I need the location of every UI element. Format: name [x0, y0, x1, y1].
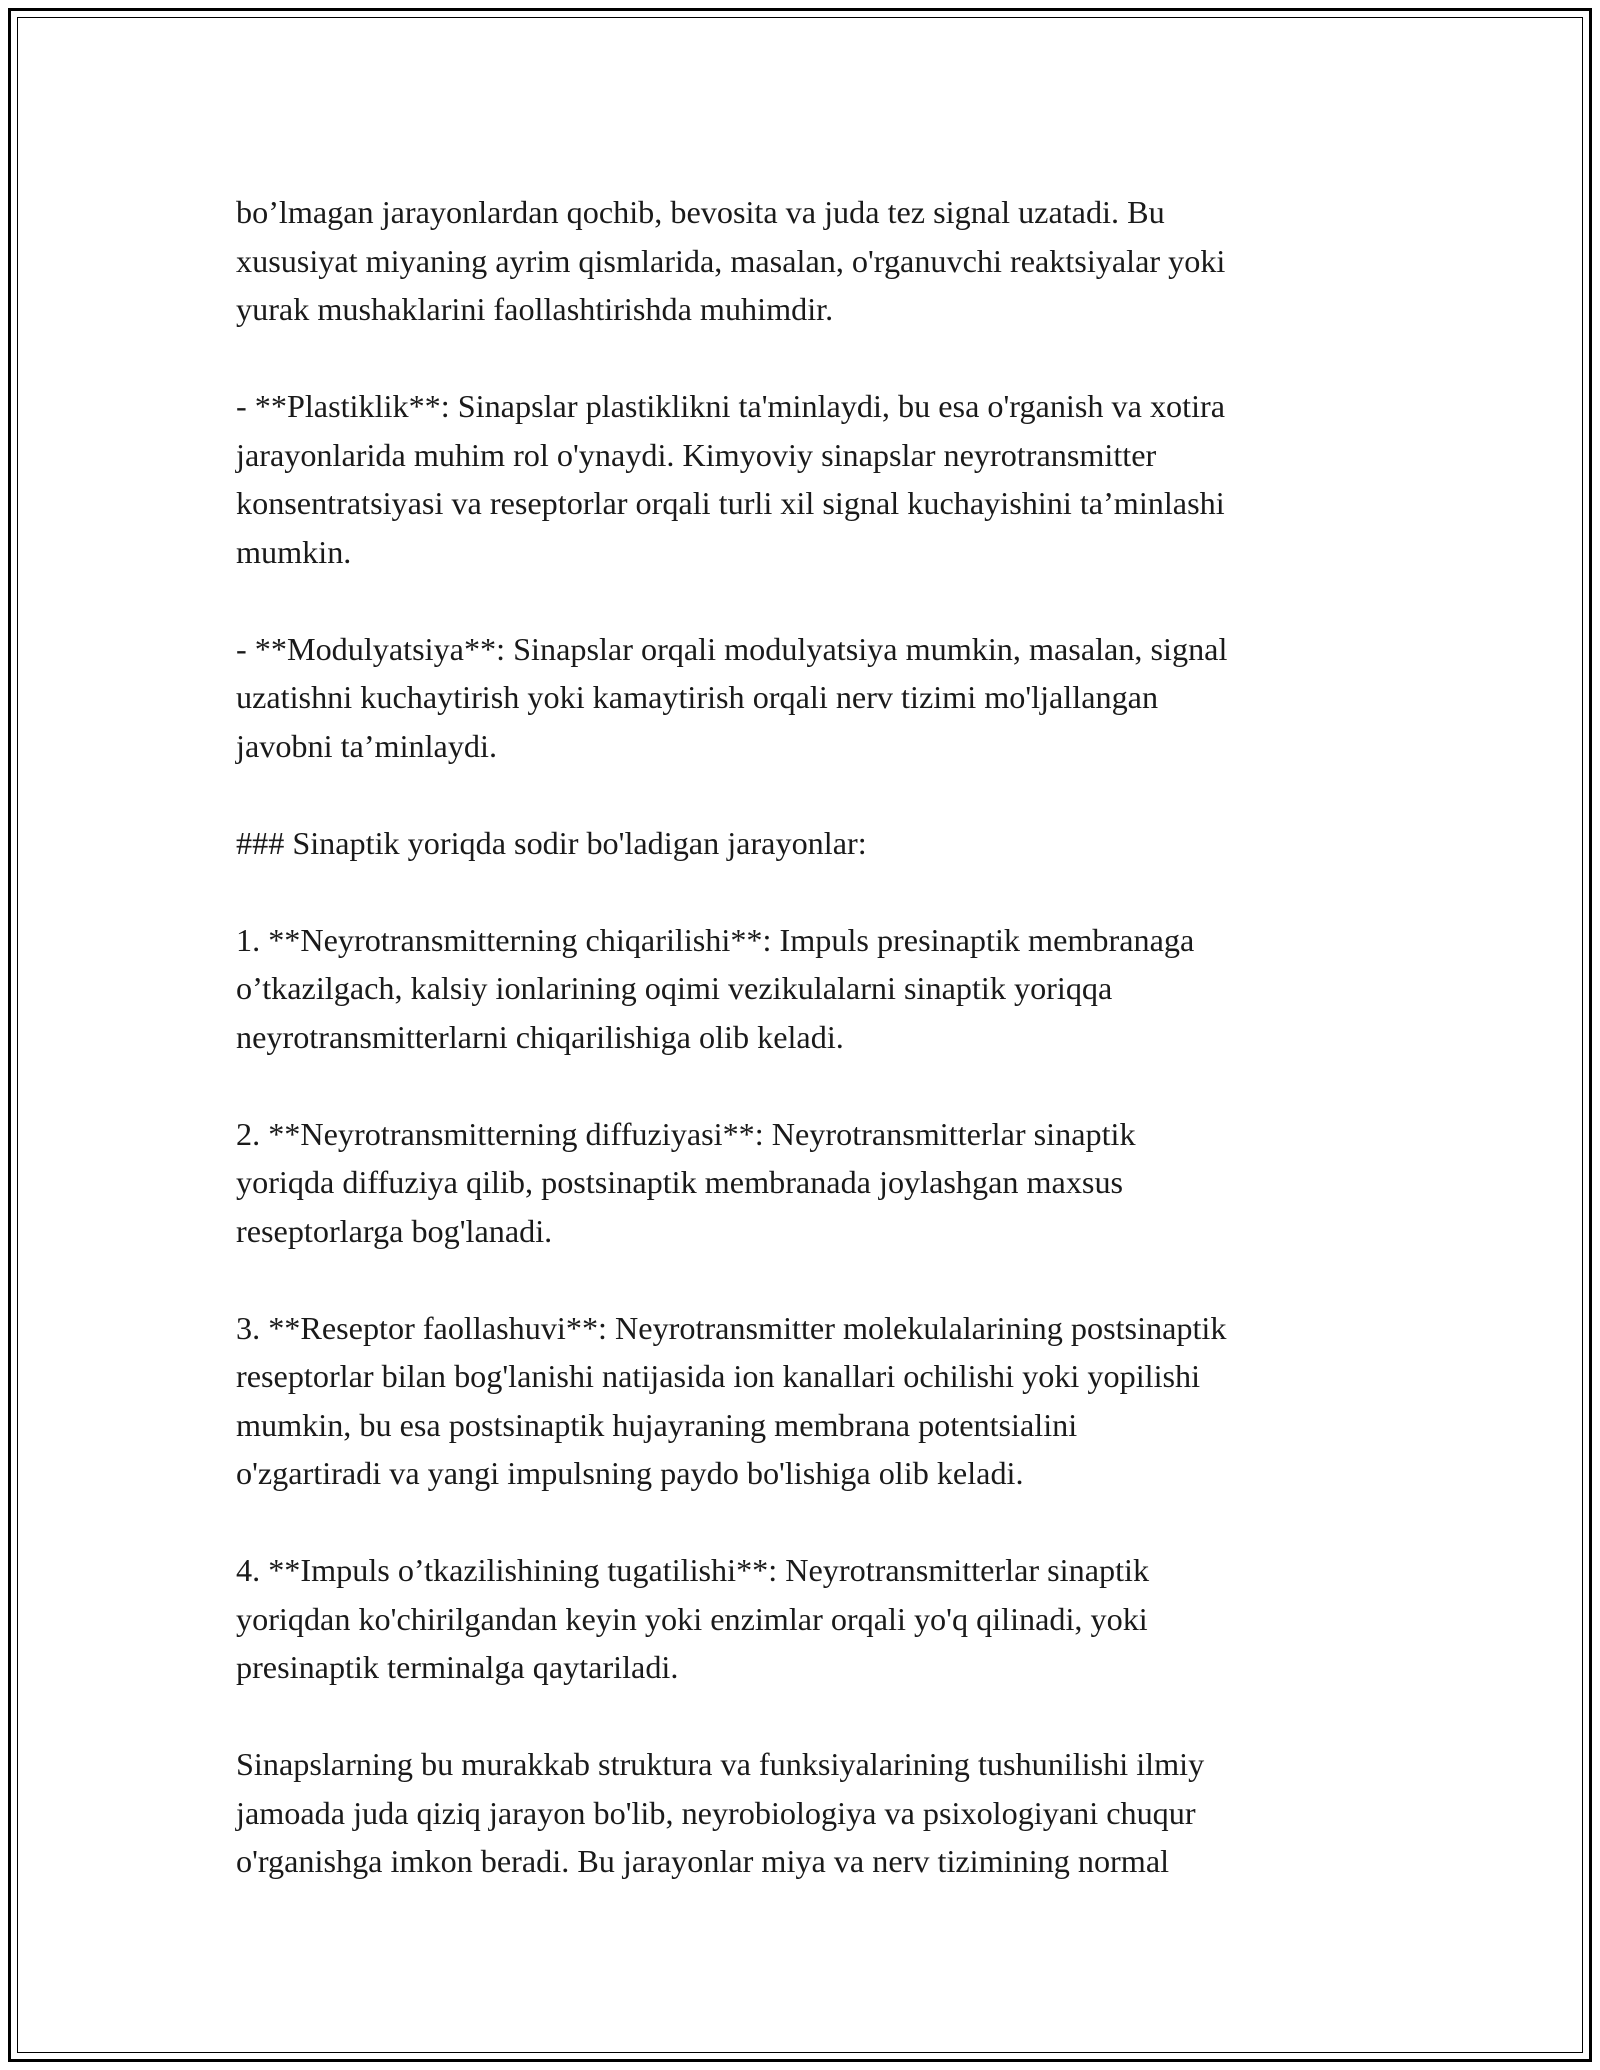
list-item-3 [236, 1304, 1376, 1498]
paragraph-intro-continuation [236, 188, 1376, 334]
section-heading [236, 819, 1376, 868]
paragraph-plastiklik [236, 382, 1376, 576]
list-item-2 [236, 1110, 1376, 1256]
text-line: reseptorlar bilan bog'lanishi natijasida ion kanallari ochilishi yoki yopilishi [236, 1358, 1201, 1394]
paragraph-modulyatsiya [236, 625, 1376, 771]
text-line: 1. **Neyrotransmitterning chiqarilishi**: Impuls presinaptik membranaga [236, 921, 1195, 958]
text-line: o’tkazilgach, kalsiy ionlarining oqimi vezikulalarni sinaptik yoriqqa [236, 970, 1113, 1006]
list-item-1 [236, 916, 1376, 1062]
text-line: 4. **Impuls o’tkazilishining tugatilishi**: Neyrotransmitterlar sinaptik [236, 1552, 1150, 1588]
text-line: uzatishni kuchaytirish yoki kamaytirish orqali nerv tizimi mo'ljallangan [236, 679, 1159, 715]
text-line: yoriqda diffuziya qilib, postsinaptik membranada joylashgan maxsus [236, 1164, 1124, 1200]
text-line: javobni ta’minlaydi. [236, 727, 498, 764]
text-line: jarayonlarida muhim rol o'ynaydi. Kimyoviy sinapslar neyrotransmitter [236, 436, 1157, 473]
text-line: - **Modulyatsiya**: Sinapslar orqali modulyatsiya mumkin, masalan, signal [236, 630, 1228, 667]
text-line: yoriqdan ko'chirilgandan keyin yoki enzimlar orqali yo'q qilinadi, yoki [236, 1600, 1148, 1637]
text-line: 3. **Reseptor faollashuvi**: Neyrotransmitter molekulalarining postsinaptik [236, 1309, 1227, 1346]
document-body [236, 188, 1376, 1934]
text-line: reseptorlarga bog'lanadi. [236, 1212, 553, 1249]
text-line: presinaptik terminalga qaytariladi. [236, 1649, 679, 1685]
text-line: yurak mushaklarini faollashtirishda muhimdir. [236, 291, 834, 327]
text-line: xususiyat miyaning ayrim qismlarida, masalan, o'rganuvchi reaktsiyalar yoki [236, 242, 1226, 279]
text-line: mumkin. [236, 533, 352, 570]
text-line: ### Sinaptik yoriqda sodir bo'ladigan jarayonlar: [236, 824, 867, 861]
text-line: konsentratsiyasi va reseptorlar orqali turli xil signal kuchayishini ta’minlashi [236, 485, 1225, 521]
text-line: o'rganishga imkon beradi. Bu jarayonlar miya va nerv tizimining normal [236, 1843, 1170, 1879]
paragraph-conclusion [236, 1740, 1376, 1886]
text-line: - **Plastiklik**: Sinapslar plastiklikni ta'minlaydi, bu esa o'rganish va xotira [236, 388, 1226, 424]
text-line: mumkin, bu esa postsinaptik hujayraning membrana potentsialini [236, 1406, 1078, 1443]
text-line: bo’lmagan jarayonlardan qochib, bevosita va juda tez signal uzatadi. Bu [236, 194, 1165, 230]
text-line: neyrotransmitterlarni chiqarilishiga olib keladi. [236, 1018, 844, 1055]
text-line: o'zgartiradi va yangi impulsning paydo bo'lishiga olib keladi. [236, 1455, 1024, 1491]
list-item-4 [236, 1546, 1376, 1692]
text-line: Sinapslarning bu murakkab struktura va funksiyalarining tushunilishi ilmiy [236, 1746, 1205, 1782]
text-line: 2. **Neyrotransmitterning diffuziyasi**: Neyrotransmitterlar sinaptik [236, 1115, 1136, 1152]
text-line: jamoada juda qiziq jarayon bo'lib, neyrobiologiya va psixologiyani chuqur [236, 1794, 1196, 1831]
